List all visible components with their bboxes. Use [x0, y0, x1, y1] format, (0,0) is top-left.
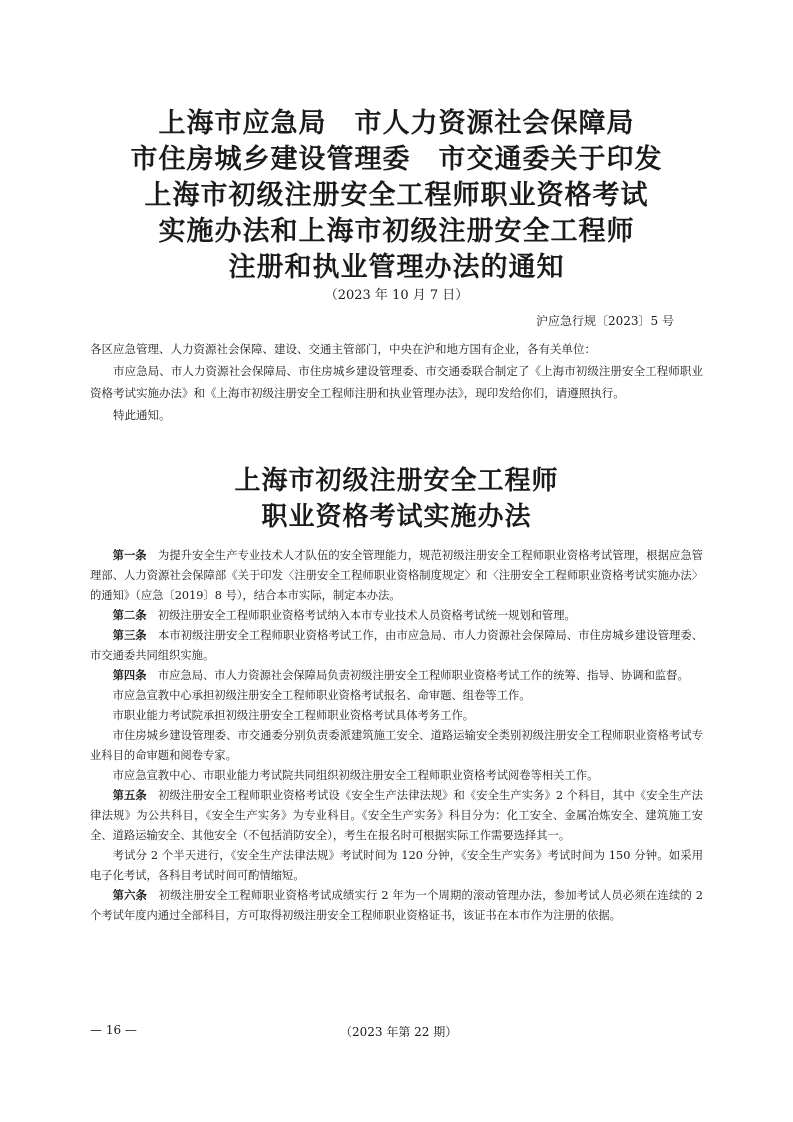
article-label: 第六条 [112, 889, 148, 902]
notice-title-line: 实施办法和上海市初级注册安全工程师 [158, 216, 635, 247]
regulation-title-line: 上海市初级注册安全工程师 [234, 466, 559, 496]
article-paragraph [90, 886, 703, 926]
article-paragraph [90, 626, 703, 666]
article-label: 第一条 [112, 549, 147, 562]
page-number: — 16 — [90, 1023, 137, 1037]
article-label: 第三条 [112, 629, 147, 642]
regulation-title-line: 职业资格考试实施办法 [261, 502, 532, 532]
notice-title-line: 市住房城乡建设管理委 市交通委关于印发 [130, 144, 663, 175]
body-paragraph: 市应急宣教中心、市职业能力考试院共同组织初级注册安全工程师职业资格考试阅卷等相关工作。 [112, 769, 599, 782]
notice-paragraph: 市应急局、市人力资源社会保障局、市住房城乡建设管理委、市交通委联合制定了《上海市初级注册安全工程师职业资格考试实施办法》和《上海市初级注册安全工程师注册和执业管理办法》，现印发给你们，请遵照执行。 [90, 364, 703, 400]
notice-closing: 特此通知。 [113, 408, 171, 422]
article-text: 初级注册安全工程师职业资格考试成绩实行 2 年为一个周期的滚动管理办法，参加考试人员必须在连续的 2 个考试年度内通过全部科目，方可取得初级注册安全工程师职业资格证书，该证书在本市作为注册的依据。 [90, 889, 703, 922]
article-text: 本市初级注册安全工程师职业资格考试工作，由市应急局、市人力资源社会保障局、市住房城乡建设管理委、市交通委共同组织实施。 [90, 629, 703, 662]
article-paragraph [90, 786, 703, 846]
body-paragraph: 市职业能力考试院承担初级注册安全工程师职业资格考试具体考务工作。 [112, 709, 475, 722]
notice-title-line: 上海市初级注册安全工程师职业资格考试 [144, 180, 649, 211]
regulation-title [90, 463, 703, 535]
article-text: 初级注册安全工程师职业资格考试纳入本市专业技术人员资格考试统一规划和管理。 [157, 609, 576, 622]
notice-title [90, 106, 703, 286]
article-label: 第五条 [112, 789, 147, 802]
body-paragraph: 市应急宣教中心承担初级注册安全工程师职业资格考试报名、命审题、组卷等工作。 [112, 689, 531, 702]
body-paragraph: 考试分 2 个半天进行，《安全生产法律法规》考试时间为 120 分钟，《安全生产实务》考试时间为 150 分钟。如采用电子化考试，各科目考试时间可酌情缩短。 [90, 849, 703, 882]
issue-label: （2023 年第 22 期） [340, 1025, 458, 1039]
notice-title-line: 注册和执业管理办法的通知 [228, 252, 565, 283]
notice-body [90, 338, 703, 426]
article-text: 市应急局、市人力资源社会保障局负责初级注册安全工程师职业资格考试工作的统筹、指导、协调和监督。 [157, 669, 689, 682]
article-label: 第二条 [112, 609, 147, 622]
article-paragraph [90, 606, 703, 626]
notice-title-line: 上海市应急局 市人力资源社会保障局 [158, 108, 635, 139]
page-footer [90, 1023, 703, 1043]
article-text: 初级注册安全工程师职业资格考试设《安全生产法律法规》和《安全生产实务》2 个科目，其中《安全生产法律法规》为公共科目，《安全生产实务》为专业科目。《安全生产实务》科目分为：化工安全、金属冶炼安全、建筑施工安全、道路运输安全、其他安全（不包括消防安全），考生在报名时可根据实际工作需要选择其一。 [90, 789, 703, 842]
document-number: 沪应急行规〔2023〕5 号 [536, 314, 674, 328]
issue-date: （2023 年 10 月 7 日） [324, 288, 469, 303]
article-paragraph [90, 666, 703, 686]
regulation-body [90, 546, 703, 926]
notice-addressee: 各区应急管理、人力资源社会保障、建设、交通主管部门，中央在沪和地方国有企业，各有关单位： [90, 342, 596, 356]
article-paragraph [90, 546, 703, 606]
body-paragraph: 市住房城乡建设管理委、市交通委分别负责委派建筑施工安全、道路运输安全类别初级注册安全工程师职业资格考试专业科目的命审题和阅卷专家。 [90, 729, 703, 762]
article-label: 第四条 [112, 669, 147, 682]
article-text: 为提升安全生产专业技术人才队伍的安全管理能力，规范初级注册安全工程师职业资格考试管理，根据应急管理部、人力资源社会保障部《关于印发〈注册安全工程师职业资格制度规定〉和〈注册安全工程师职业资格考试实施办法〉的通知》（应急〔2019〕8 号），结合本市实际，制定本办法。 [90, 549, 703, 602]
